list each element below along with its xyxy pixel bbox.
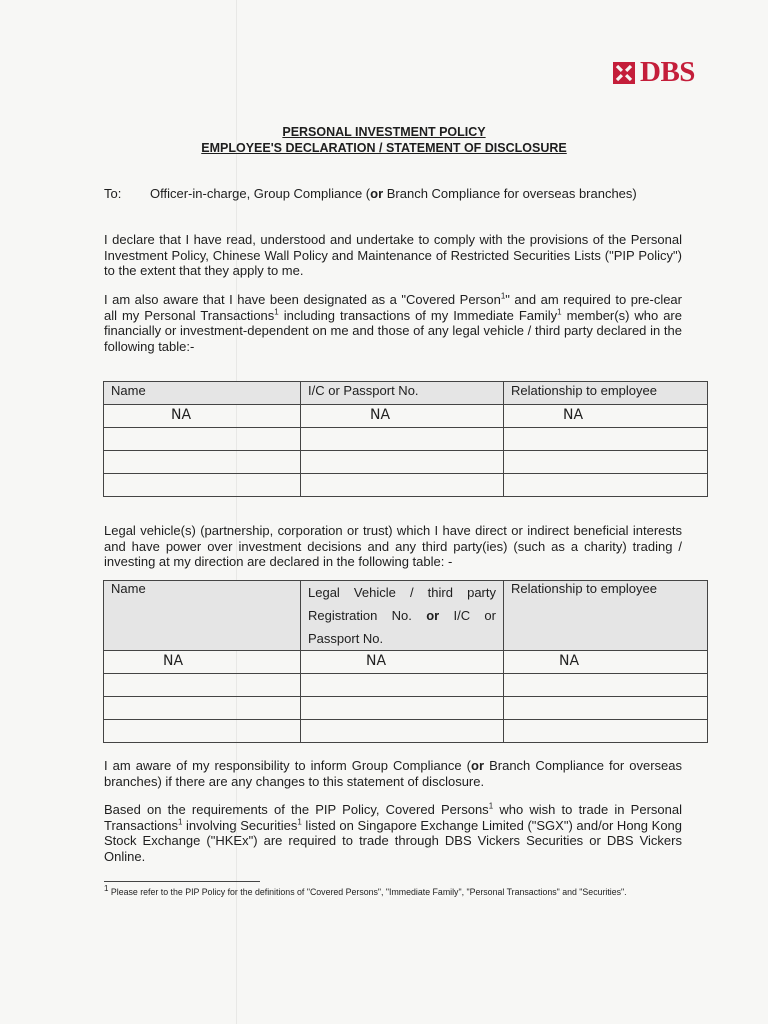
footnote-ref: 1 bbox=[274, 307, 279, 317]
name-cell[interactable] bbox=[104, 674, 301, 697]
registration-cell[interactable] bbox=[301, 697, 504, 720]
handwritten-entry: NA bbox=[366, 653, 387, 669]
registration-cell[interactable] bbox=[301, 674, 504, 697]
header-name: Name bbox=[104, 382, 301, 405]
registration-cell[interactable] bbox=[301, 720, 504, 743]
para5-text-b: who wish to trade in Personal Transactions bbox=[104, 802, 682, 833]
declaration-title: EMPLOYEE'S DECLARATION / STATEMENT OF DISCLOSURE bbox=[201, 141, 567, 155]
header-registration-text-a: Legal Vehicle / third party Registration No. bbox=[308, 585, 496, 623]
registration-cell[interactable] bbox=[301, 651, 504, 674]
para2-text-a: I am also aware that I have been designated as a "Covered Person bbox=[104, 292, 501, 307]
name-cell[interactable] bbox=[104, 697, 301, 720]
table-row bbox=[104, 474, 708, 497]
footnote-ref: 1 bbox=[557, 307, 562, 317]
passport-cell[interactable] bbox=[301, 405, 504, 428]
legal-vehicle-table bbox=[103, 580, 708, 743]
footnote-ref: 1 bbox=[488, 801, 494, 811]
header-relationship: Relationship to employee bbox=[504, 581, 708, 651]
dbs-star-icon bbox=[612, 61, 636, 85]
dbs-logo bbox=[612, 56, 695, 89]
para5-text-c: involving Securities bbox=[182, 817, 298, 833]
relationship-cell[interactable] bbox=[504, 697, 708, 720]
table-row bbox=[104, 428, 708, 451]
header-relationship: Relationship to employee bbox=[504, 382, 708, 405]
header-passport: I/C or Passport No. bbox=[301, 382, 504, 405]
name-cell[interactable] bbox=[104, 720, 301, 743]
covered-person-paragraph bbox=[104, 292, 682, 354]
header-registration-text-b: I/C or Passport No. bbox=[308, 608, 496, 646]
logo-text: DBS bbox=[640, 56, 695, 88]
name-cell[interactable] bbox=[104, 474, 301, 497]
para5-text-d: listed on Singapore Exchange Limited ("SGX") and/or Hong Kong Stock Exchange ("HKEx") are required to trade through DBS Vickers Securities or DBS Vickers Online. bbox=[104, 817, 683, 864]
table-row bbox=[104, 651, 708, 674]
table-header-row bbox=[104, 382, 708, 405]
table-row bbox=[104, 451, 708, 474]
passport-cell[interactable] bbox=[301, 474, 504, 497]
to-label: To: bbox=[104, 186, 122, 201]
footnote-text: Please refer to the PIP Policy for the definitions of "Covered Persons", "Immediate Family", "Personal Transactions" and "Securities". bbox=[108, 887, 627, 897]
addressee-or: or bbox=[370, 186, 384, 201]
name-cell[interactable] bbox=[104, 405, 301, 428]
trading-requirement-paragraph bbox=[104, 802, 682, 864]
table-row bbox=[104, 405, 708, 428]
para2-text-c: including transactions of my Immediate Family bbox=[278, 307, 558, 323]
footnote-ref: 1 bbox=[177, 817, 183, 827]
relationship-cell[interactable] bbox=[504, 474, 708, 497]
table-row bbox=[104, 720, 708, 743]
handwritten-entry: NA bbox=[163, 653, 184, 669]
policy-title: PERSONAL INVESTMENT POLICY bbox=[282, 125, 486, 139]
name-cell[interactable] bbox=[104, 428, 301, 451]
handwritten-entry: NA bbox=[171, 407, 192, 423]
relationship-cell[interactable] bbox=[504, 451, 708, 474]
footnote-ref: 1 bbox=[500, 291, 506, 301]
para2-text-d: member(s) who are financially or investment-dependent on me and those of any legal vehicle / third party declared in the following table:- bbox=[104, 307, 682, 354]
header-registration-or: or bbox=[426, 608, 440, 623]
header-registration bbox=[301, 581, 504, 651]
name-cell[interactable] bbox=[104, 451, 301, 474]
relationship-cell[interactable] bbox=[504, 674, 708, 697]
passport-cell[interactable] bbox=[301, 451, 504, 474]
footnote-divider bbox=[104, 881, 260, 882]
relationship-cell[interactable] bbox=[504, 651, 708, 674]
footnote-marker: 1 bbox=[104, 884, 109, 894]
passport-cell[interactable] bbox=[301, 428, 504, 451]
para4-or: or bbox=[471, 758, 485, 773]
legal-vehicle-paragraph: Legal vehicle(s) (partnership, corporation or trust) which I have direct or indirect beneficial interests and have power over investment decisions and any third party(ies) (such as a charity) trading / investing at my direction are declared in the following table: - bbox=[104, 523, 682, 569]
header-name: Name bbox=[104, 581, 301, 651]
footnote bbox=[104, 884, 704, 898]
name-cell[interactable] bbox=[104, 651, 301, 674]
relationship-cell[interactable] bbox=[504, 428, 708, 451]
footnote-ref: 1 bbox=[297, 817, 302, 827]
table-header-row bbox=[104, 581, 708, 651]
addressee-line bbox=[104, 186, 637, 201]
handwritten-entry: NA bbox=[370, 407, 391, 423]
declaration-paragraph: I declare that I have read, understood and undertake to comply with the provisions of the Personal Investment Policy, Chinese Wall Policy and Maintenance of Restricted Securities Lists ("PIP Policy") to the extent that they apply to me. bbox=[104, 232, 682, 278]
para5-text-a: Based on the requirements of the PIP Policy, Covered Persons bbox=[104, 802, 489, 817]
handwritten-entry: NA bbox=[563, 407, 584, 423]
handwritten-entry: NA bbox=[559, 653, 580, 669]
para4-text-a: I am aware of my responsibility to inform Group Compliance ( bbox=[104, 758, 472, 773]
relationship-cell[interactable] bbox=[504, 720, 708, 743]
table-row bbox=[104, 674, 708, 697]
responsibility-paragraph bbox=[104, 758, 682, 789]
addressee-pre: Officer-in-charge, Group Compliance ( bbox=[150, 186, 371, 201]
para2-text-b: " and am required to pre-clear all my Personal Transactions bbox=[104, 292, 682, 323]
para4-text-b: Branch Compliance for overseas branches) if there are any changes to this statement of disclosure. bbox=[104, 758, 683, 789]
family-disclosure-table bbox=[103, 381, 708, 497]
relationship-cell[interactable] bbox=[504, 405, 708, 428]
table-row bbox=[104, 697, 708, 720]
addressee-post: Branch Compliance for overseas branches) bbox=[383, 186, 637, 201]
